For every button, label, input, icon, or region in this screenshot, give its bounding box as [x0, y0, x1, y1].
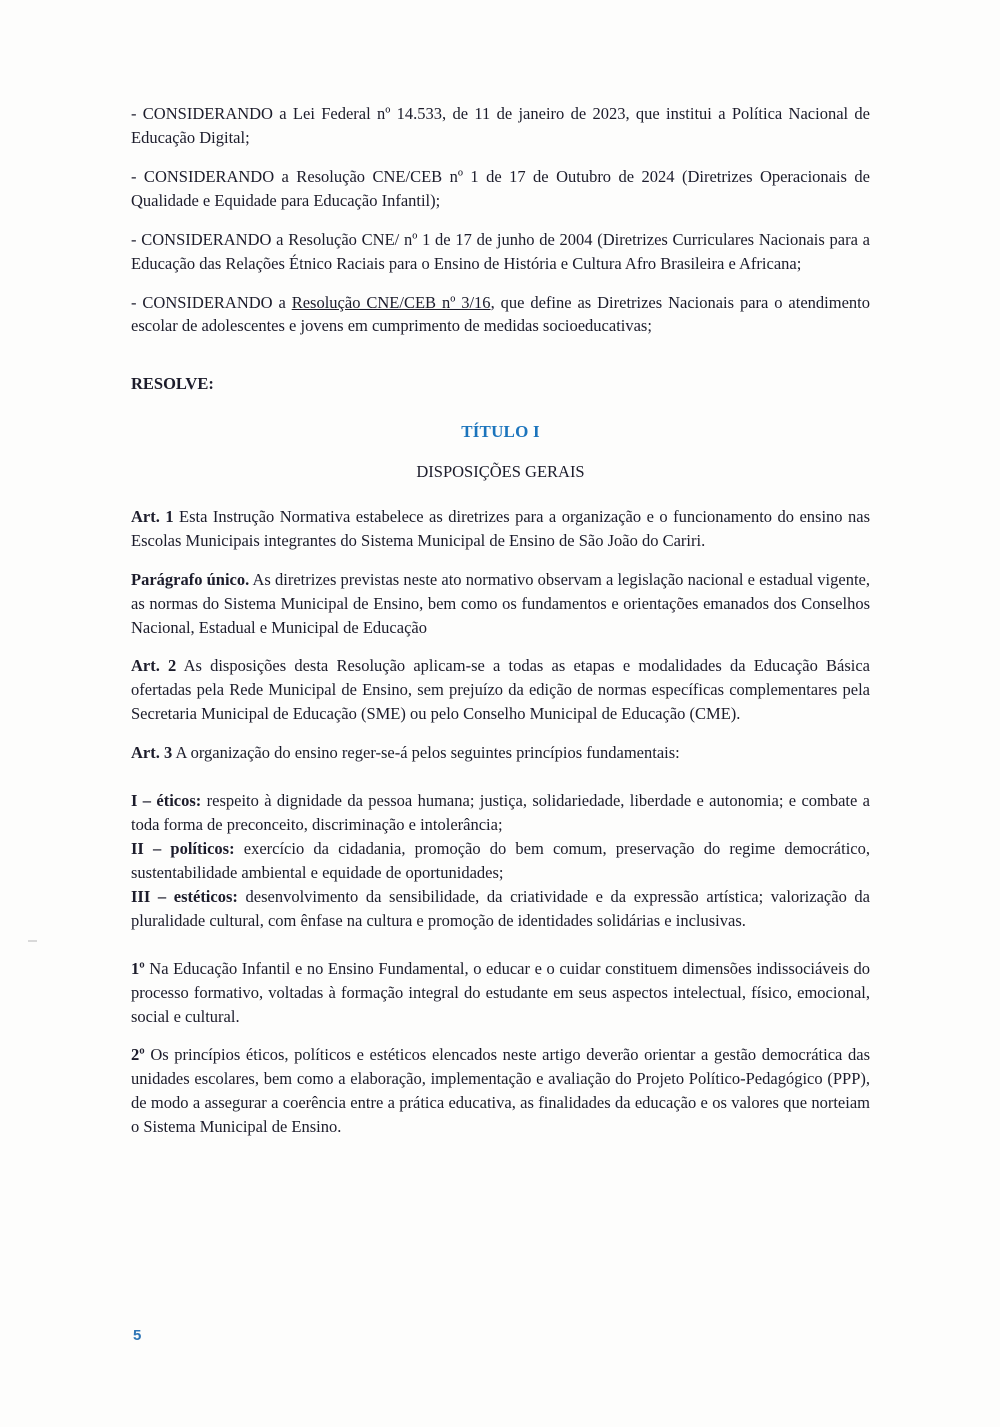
principle-2-term: políticos:: [170, 839, 235, 858]
principle-item-3: [131, 885, 870, 933]
resolve-label: RESOLVE:: [131, 374, 214, 394]
paragraph-2o-text: Os princípios éticos, políticos e estéticos elencados neste artigo deverão orientar a gestão democrática das unidades escolares, bem como a elaboração, implementação e avaliação do Projeto Político-Pedagógico (PPP), de modo a assegurar a coerência entre a prática educativa, as finalidades da educação e os valores que norteiam o Sistema Municipal de Ensino.: [131, 1045, 870, 1137]
principle-1-term: éticos:: [156, 791, 202, 811]
considerando-4-suffix: , que define as Diretrizes Nacionais para o atendimento escolar de adolescentes e jovens em cumprimento de medidas socioeducativas;: [131, 292, 870, 336]
paragraph-1o-text: Na Educação Infantil e no Ensino Fundamental, o educar e o cuidar constituem dimensões indissociáveis do processo formativo, voltadas à formação integral do estudante em seus aspectos intelectual, físico, emocional, social e cultural.: [131, 958, 870, 1026]
considerando-paragraph-2: - CONSIDERANDO a Resolução CNE/CEB nº 1 de 17 de Outubro de 2024 (Diretrizes Operacionais de Qualidade e Equidade para Educação Infantil);: [131, 166, 870, 210]
article-2-lead: Art. 2: [131, 656, 177, 676]
closing-paragraphs: [131, 957, 870, 1139]
article-3-lead: Art. 3: [131, 743, 173, 763]
paragraph-2o-lead: 2º: [131, 1045, 145, 1065]
principle-2-numeral: II –: [131, 839, 171, 858]
paragrafo-unico-paragraph: [131, 568, 870, 640]
article-1-paragraph: [131, 505, 870, 553]
principle-3-numeral: III –: [131, 886, 174, 906]
principle-item-1: [131, 789, 870, 837]
article-2-paragraph: [131, 654, 870, 726]
article-1-lead: Art. 1: [131, 506, 174, 526]
page-number: 5: [133, 1327, 142, 1344]
considerando-4-prefix: - CONSIDERANDO a: [131, 292, 292, 312]
considerando-paragraph-1: - CONSIDERANDO a Lei Federal nº 14.533, de 11 de janeiro de 2023, que institui a Política Nacional de Educação Digital;: [131, 104, 870, 147]
paragraph-1o: [131, 957, 870, 1029]
title-subheading: DISPOSIÇÕES GERAIS: [416, 461, 585, 481]
considerando-paragraph-3: - CONSIDERANDO a Resolução CNE/ nº 1 de 17 de junho de 2004 (Diretrizes Curriculares Nacionais para a Educação das Relações Étnico Raciais para o Ensino de História e Cultura Afro Brasileira e Africana;: [131, 229, 870, 273]
article-2-text: As disposições desta Resolução aplicam-se a todas as etapas e modalidades da Educação Básica ofertadas pela Rede Municipal de Ensino, sem prejuízo da edição de normas específicas complementares pela Secretaria Municipal de Educação (SME) ou pelo Conselho Municipal de Educação (CME).: [131, 656, 870, 724]
considerando-paragraph-4: [131, 291, 870, 339]
article-1-text: Esta Instrução Normativa estabelece as diretrizes para a organização e o funcionamento do ensino nas Escolas Municipais integrantes do Sistema Municipal de Ensino de São João do Cariri.: [131, 506, 871, 550]
principle-1-numeral: I –: [131, 791, 157, 811]
paragraph-1o-lead: 1º: [131, 958, 145, 978]
paragrafo-unico-lead: Parágrafo único.: [131, 569, 250, 589]
principle-3-term: estéticos:: [173, 886, 238, 906]
principle-1-text: respeito à dignidade da pessoa humana; justiça, solidariedade, liberdade e autonomia; e combate a toda forma de preconceito, discriminação e intolerância;: [131, 791, 871, 835]
paragrafo-unico-text: As diretrizes previstas neste ato normativo observam a legislação nacional e estadual vigente, as normas do Sistema Municipal de Ensino, bem como os fundamentos e orientações emanados dos Conselhos Nacional, Estadual e Municipal de Educação: [131, 569, 870, 637]
resolution-reference-underlined: Resolução CNE/CEB nº 3/16: [291, 292, 491, 312]
principle-3-text: desenvolvimento da sensibilidade, da criatividade e da expressão artística; valorização da pluralidade cultural, com ênfase na cultura e promoção de identidades solidárias e inclusivas.: [131, 886, 870, 930]
scan-artifact-mark: [28, 940, 37, 942]
paragraph-2o: [131, 1043, 870, 1139]
principle-item-2: [131, 837, 870, 885]
principles-list: [131, 789, 870, 933]
title-heading: TÍTULO I: [461, 422, 540, 442]
principle-2-text: exercício da cidadania, promoção do bem comum, preservação do regime democrático, sustentabilidade ambiental e equidade de oportunidades;: [131, 839, 871, 882]
article-3-paragraph: [131, 741, 870, 765]
article-3-text: A organização do ensino reger-se-á pelos seguintes princípios fundamentais:: [172, 743, 680, 763]
